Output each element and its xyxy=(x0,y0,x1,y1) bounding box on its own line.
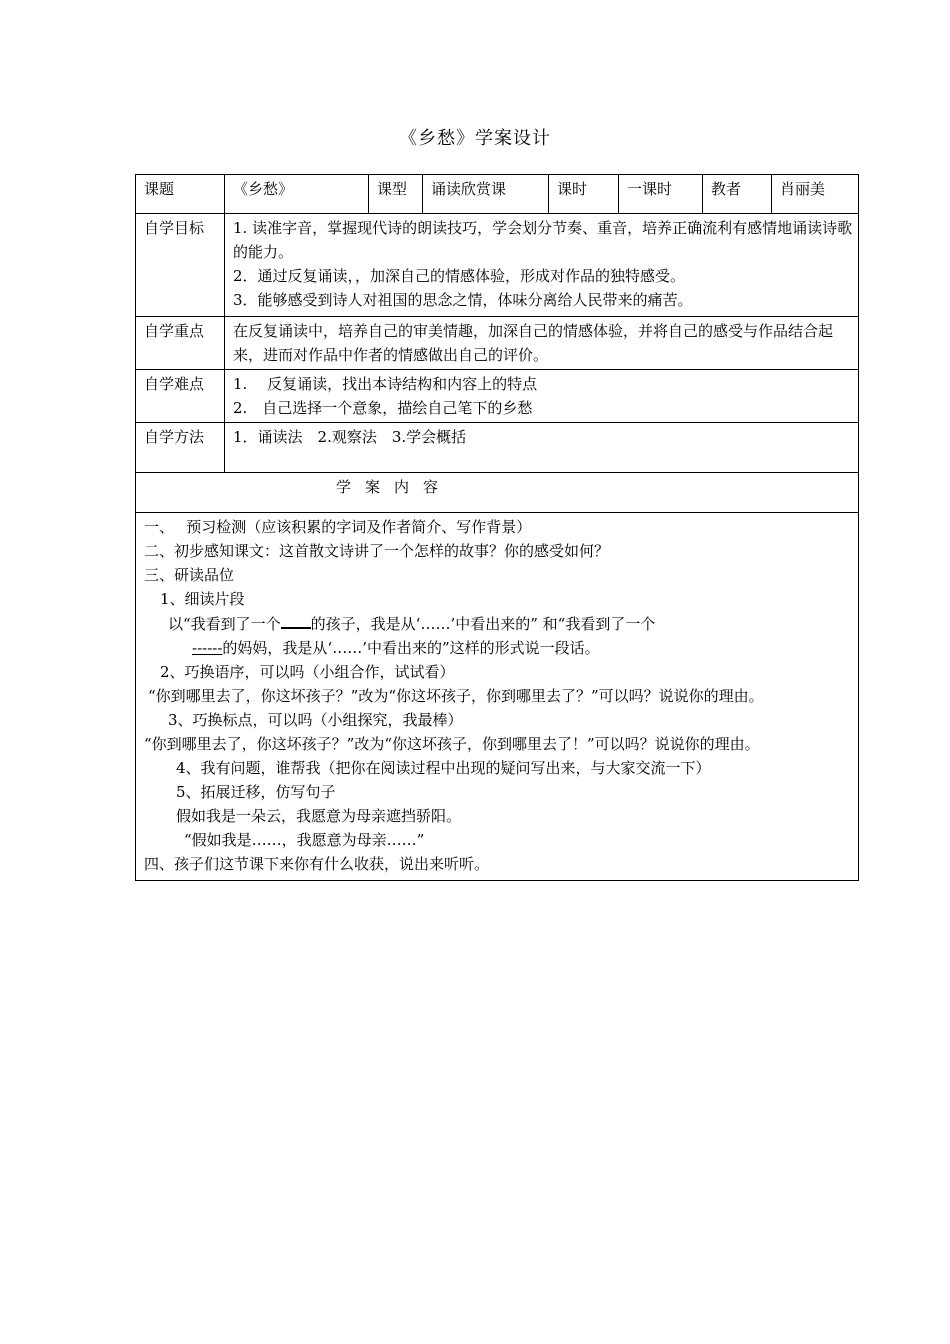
content-heading: 学案内容 xyxy=(136,473,859,513)
content-text: 的妈妈，我是从‘……’中看出来的”这样的形式说一段话。 xyxy=(222,639,600,657)
content-text: 以“我看到了一个 xyxy=(168,615,281,633)
focus-text: 在反复诵读中，培养自己的审美情趣，加深自己的情感体验，并将自己的感受与作品结合起来，进而对作品中作者的情感做出自己的评价。 xyxy=(225,317,859,370)
content-line: 一、 预习检测（应该积累的字词及作者简介、写作背景） xyxy=(144,518,532,536)
teacher-value: 肖丽美 xyxy=(772,175,859,214)
method-label: 自学方法 xyxy=(136,423,225,473)
difficulty-label: 自学难点 xyxy=(136,370,225,423)
content-line: 1、细读片段 xyxy=(160,590,245,608)
method-text: 1．诵读法 2.观察法 3.学会概括 xyxy=(225,423,859,473)
goal-item: 2．通过反复诵读，，加深自己的情感体验，形成对作品的独特感受。 xyxy=(233,267,686,285)
topic-value: 《乡愁》 xyxy=(225,175,369,214)
focus-label: 自学重点 xyxy=(136,317,225,370)
content-line: 三、研读品位 xyxy=(144,566,235,584)
page-title: 《乡愁》学案设计 xyxy=(399,128,551,149)
content-line: 二、初步感知课文：这首散文诗讲了一个怎样的故事？你的感受如何？ xyxy=(144,542,610,560)
goal-item: 3．能够感受到诗人对祖国的思念之情，体味分离给人民带来的痛苦。 xyxy=(233,291,693,309)
content-line: “你到哪里去了，你这坏孩子？”改为“你这坏孩子，你到哪里去了？”可以吗？说说你的理由。 xyxy=(148,687,764,705)
content-line: 2、巧换语序，可以吗（小组合作，试试看） xyxy=(160,663,455,681)
fill-blank xyxy=(281,611,311,629)
content-body xyxy=(136,513,859,881)
difficulty-row xyxy=(136,370,859,423)
teacher-label: 教者 xyxy=(703,175,772,214)
focus-row xyxy=(136,317,859,370)
content-line xyxy=(144,611,852,660)
content-text: 的孩子，我是从‘……’中看出来的” 和“我看到了一个 xyxy=(310,615,656,633)
content-line: “假如我是……，我愿意为母亲……” xyxy=(184,831,425,849)
difficulty-item: 1. 反复诵读，找出本诗结构和内容上的特点 xyxy=(233,375,538,393)
content-line: 4、我有问题，谁帮我（把你在阅读过程中出现的疑问写出来，与大家交流一下） xyxy=(176,759,711,777)
content-line: “你到哪里去了，你这坏孩子？”改为“你这坏孩子，你到哪里去了！”可以吗？说说你的理由。 xyxy=(144,735,760,753)
content-line: 5、拓展迁移，仿写句子 xyxy=(176,783,336,801)
type-value: 诵读欣赏课 xyxy=(423,175,549,214)
goals-content xyxy=(225,214,859,317)
hours-label: 课时 xyxy=(549,175,619,214)
goal-item: 1. 读准字音，掌握现代诗的朗读技巧，学会划分节奏、重音，培养正确流利有感情地诵读诗歌的能力。 xyxy=(233,219,853,261)
difficulty-content xyxy=(225,370,859,423)
lesson-plan-table xyxy=(135,174,859,881)
goals-row xyxy=(136,214,859,317)
topic-label: 课题 xyxy=(136,175,225,214)
goals-label: 自学目标 xyxy=(136,214,225,317)
type-label: 课型 xyxy=(369,175,423,214)
hours-value: 一课时 xyxy=(619,175,703,214)
fill-blank-dashes: ------ xyxy=(192,639,223,657)
content-line: 四、孩子们这节课下来你有什么收获，说出来听听。 xyxy=(144,855,490,873)
header-row xyxy=(136,175,859,214)
method-row xyxy=(136,423,859,473)
content-heading-row xyxy=(136,473,859,513)
difficulty-item: 2. 自己选择一个意象，描绘自己笔下的乡愁 xyxy=(233,399,533,417)
content-row xyxy=(136,513,859,881)
content-line: 3、巧换标点，可以吗（小组探究，我最棒） xyxy=(168,711,463,729)
content-line: 假如我是一朵云，我愿意为母亲遮挡骄阳。 xyxy=(176,807,462,825)
